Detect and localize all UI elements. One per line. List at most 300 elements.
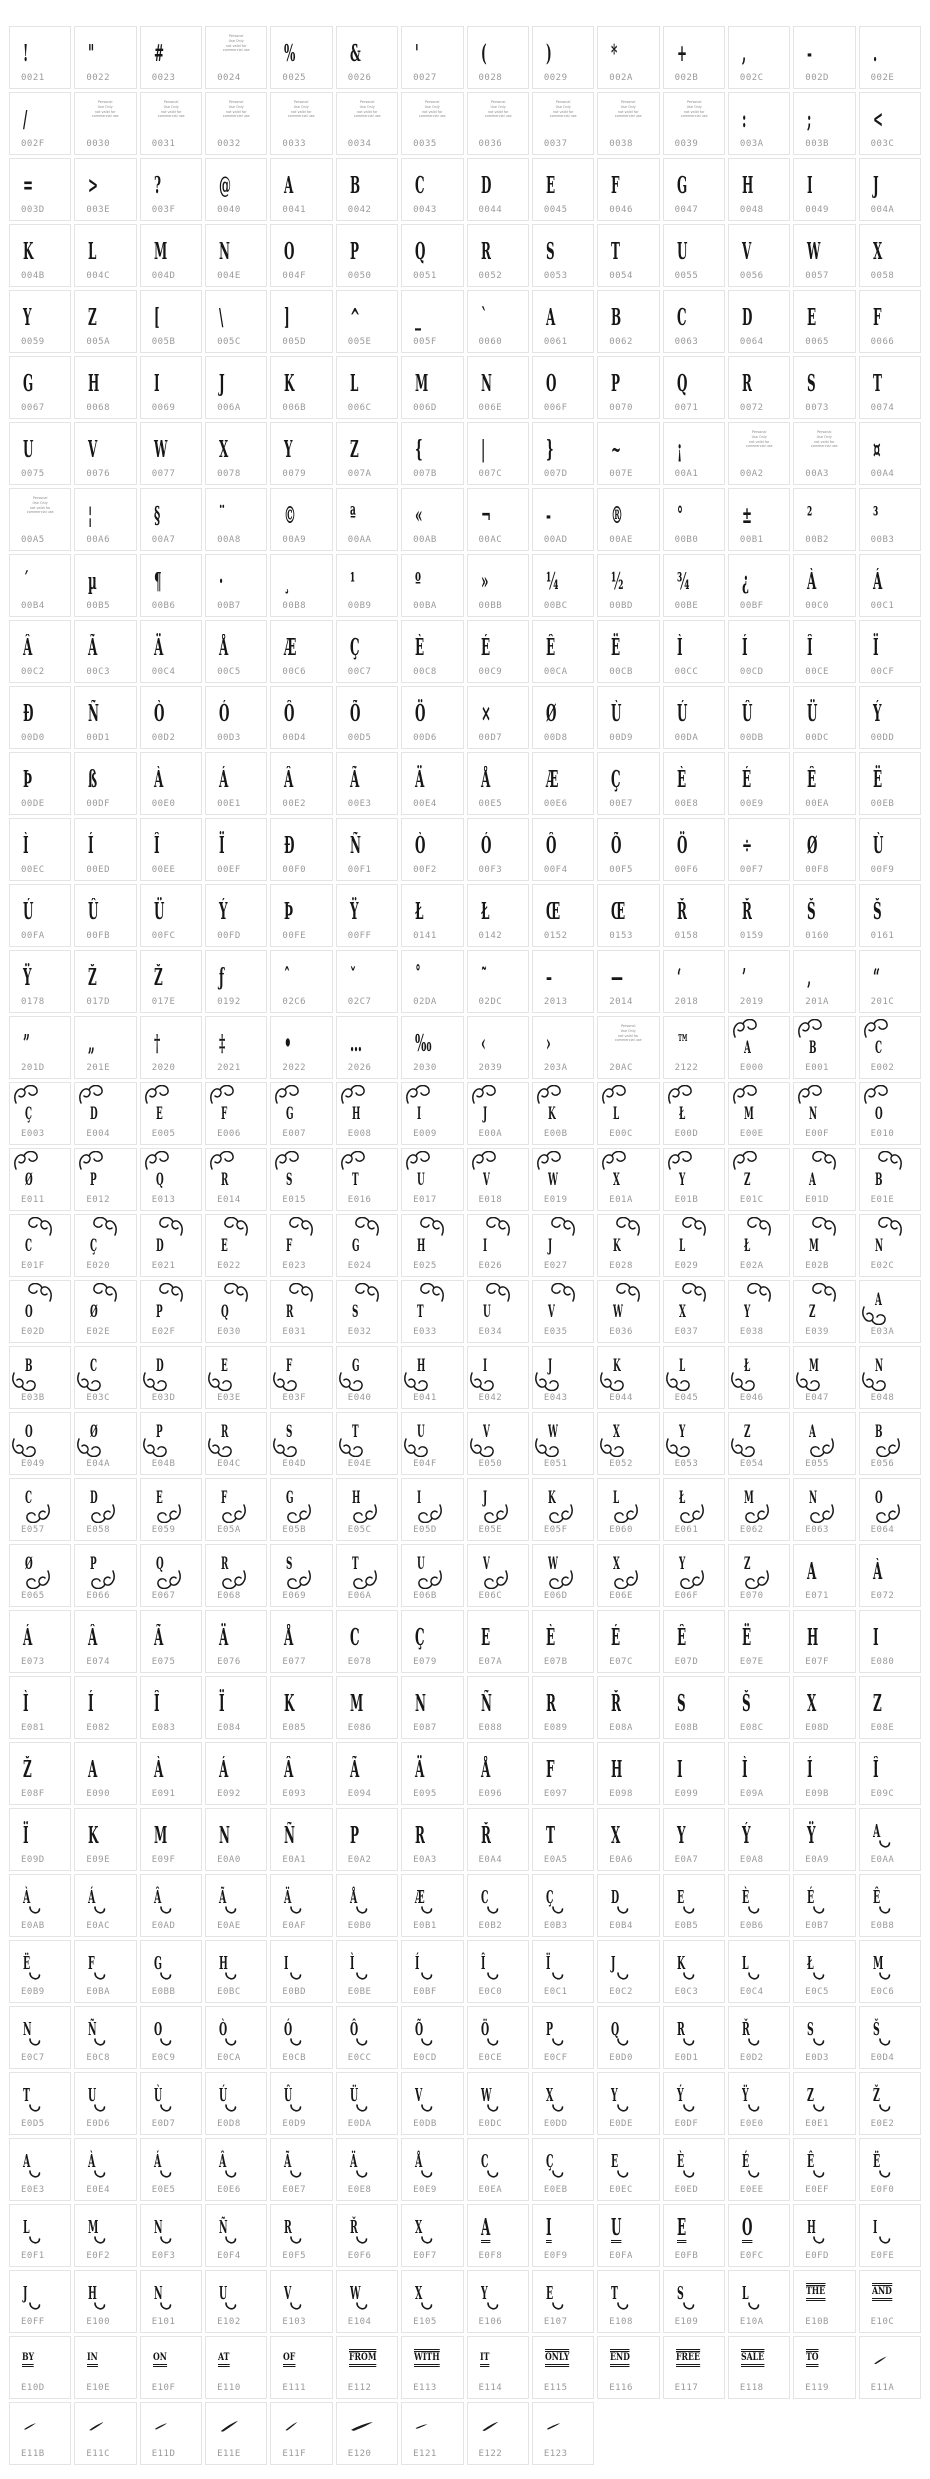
glyph <box>860 225 920 267</box>
glyph-cell <box>728 488 790 551</box>
codepoint-label: E073 <box>21 1657 45 1667</box>
glyph <box>75 1281 135 1323</box>
glyph <box>141 1281 201 1323</box>
glyph-char: Ł <box>743 1356 751 1376</box>
glyph-char: Õ <box>349 700 361 727</box>
glyph-char: Š <box>807 898 816 925</box>
glyph-char: N <box>219 1822 230 1849</box>
glyph-cell <box>401 620 463 683</box>
codepoint-label: E07B <box>543 1657 568 1667</box>
codepoint-label: E11E <box>217 2449 241 2459</box>
codepoint-label: E065 <box>21 1591 45 1601</box>
glyph-char: ÷ <box>741 832 752 859</box>
glyph <box>337 100 397 142</box>
codepoint-label: E028 <box>609 1261 633 1271</box>
codepoint-label: E00F <box>805 1129 829 1139</box>
curl-tail-icon <box>421 2104 433 2114</box>
glyph <box>75 1083 135 1125</box>
glyph-char: I <box>417 1104 422 1124</box>
glyph-cell <box>205 26 267 89</box>
glyph-cell <box>74 1874 136 1937</box>
glyph <box>794 1941 854 1983</box>
curl-tail-icon <box>552 1972 564 1982</box>
glyph-cell <box>74 356 136 419</box>
curl-tail-icon <box>748 2104 760 2114</box>
glyph-char: Z <box>743 1422 751 1442</box>
swash-flourish-icon <box>24 1503 50 1523</box>
glyph-cell <box>74 2336 136 2399</box>
glyph <box>468 1611 528 1653</box>
glyph-cell <box>663 1346 725 1409</box>
codepoint-label: E101 <box>151 2317 176 2327</box>
codepoint-label: E0A1 <box>282 1855 307 1865</box>
codepoint-label: 003D <box>21 205 45 215</box>
codepoint-label: E05D <box>413 1525 437 1535</box>
curl-tail-icon <box>879 1972 891 1982</box>
glyph-char: ! <box>23 40 29 67</box>
glyph-char: Y <box>678 1422 685 1442</box>
glyph <box>860 1545 920 1587</box>
codepoint-label: 00C4 <box>151 667 176 677</box>
glyph-cell <box>140 158 202 221</box>
glyph-cell <box>597 752 659 815</box>
codepoint-label: E0CA <box>217 2053 241 2063</box>
glyph <box>468 2271 528 2313</box>
glyph-cell <box>401 1214 463 1277</box>
glyph-char: Ô <box>545 832 557 859</box>
codepoint-label: E098 <box>609 1789 633 1799</box>
codepoint-label: 00DE <box>21 799 45 809</box>
glyph-char: Ÿ <box>23 964 32 991</box>
glyph <box>794 489 854 531</box>
glyph <box>598 687 658 729</box>
glyph-cell <box>205 1676 267 1739</box>
glyph-cell <box>270 1808 332 1871</box>
glyph-char: A <box>284 172 294 199</box>
glyph-cell <box>336 92 398 155</box>
glyph-cell <box>74 1016 136 1079</box>
curl-tail-icon <box>748 2170 760 2180</box>
curl-tail-icon <box>290 1972 302 1982</box>
glyph-cell <box>532 1082 594 1145</box>
glyph <box>206 1215 266 1257</box>
glyph-cell <box>467 224 529 287</box>
glyph-cell <box>793 1082 855 1145</box>
glyph <box>141 1215 201 1257</box>
glyph <box>598 1875 658 1917</box>
glyph-char: Ì <box>23 832 29 859</box>
codepoint-label: 00F9 <box>870 865 895 875</box>
glyph-char: I <box>872 2217 878 2238</box>
glyph-cell <box>663 1412 725 1475</box>
codepoint-label: E0D4 <box>870 2053 895 2063</box>
glyph-cell <box>74 1940 136 2003</box>
codepoint-label: E07F <box>805 1657 829 1667</box>
codepoint-label: 00B0 <box>674 535 699 545</box>
glyph <box>75 1545 135 1587</box>
codepoint-label: 0027 <box>413 73 437 83</box>
glyph-cell <box>205 1280 267 1343</box>
codepoint-label: E0DA <box>347 2119 372 2129</box>
glyph <box>664 423 724 465</box>
codepoint-label: 00AC <box>478 535 503 545</box>
swash-flourish-icon <box>210 1085 236 1105</box>
glyph-cell <box>859 158 921 221</box>
glyph-char: * <box>611 40 618 67</box>
glyph <box>598 1281 658 1323</box>
glyph-char: C <box>90 1356 98 1376</box>
glyph-cell <box>401 1808 463 1871</box>
glyph-char: E <box>611 2151 619 2172</box>
glyph <box>468 1545 528 1587</box>
glyph <box>75 2073 135 2115</box>
glyph-cell <box>336 2402 398 2465</box>
glyph-char: ´ <box>23 568 29 595</box>
glyph-cell <box>532 92 594 155</box>
glyph <box>337 687 397 729</box>
watermark-line: Use Only <box>620 1028 636 1033</box>
curl-tail-icon <box>160 2236 172 2246</box>
codepoint-label: 00EF <box>217 865 241 875</box>
codepoint-label: 00C3 <box>86 667 111 677</box>
glyph <box>75 1611 135 1653</box>
glyph-char: Y <box>611 2085 618 2106</box>
codepoint-label: 00D7 <box>478 733 503 743</box>
glyph <box>271 753 331 795</box>
glyph <box>860 2271 920 2313</box>
glyph-char: Ñ <box>88 2019 97 2040</box>
glyph-cell <box>270 2138 332 2201</box>
codepoint-label: 00B6 <box>151 601 176 611</box>
glyph-cell <box>663 1610 725 1673</box>
glyph <box>468 27 528 69</box>
glyph <box>402 1611 462 1653</box>
glyph-cell <box>728 752 790 815</box>
glyph <box>468 159 528 201</box>
glyph-char: R <box>221 1170 229 1190</box>
glyph <box>402 159 462 201</box>
glyph-cell <box>663 1280 725 1343</box>
codepoint-label: 2021 <box>217 1063 241 1073</box>
glyph <box>75 159 135 201</box>
codepoint-label: E01A <box>609 1195 633 1205</box>
codepoint-label: E0F8 <box>478 2251 503 2261</box>
glyph <box>860 1281 920 1323</box>
glyph <box>598 1215 658 1257</box>
glyph <box>598 2139 658 2181</box>
glyph-cell <box>859 1016 921 1079</box>
curl-tail-icon <box>225 2038 237 2048</box>
glyph <box>402 2007 462 2049</box>
glyph <box>794 687 854 729</box>
curl-tail-icon <box>421 1906 433 1916</box>
codepoint-label: E0AC <box>86 1921 111 1931</box>
watermark-line: Use Only <box>424 104 440 109</box>
glyph-char: V <box>88 436 98 463</box>
curl-tail-icon <box>683 1906 695 1916</box>
glyph-cell <box>9 422 71 485</box>
glyph <box>598 753 658 795</box>
glyph-char: M <box>88 2217 99 2238</box>
glyph-cell <box>793 158 855 221</box>
glyph-char: T <box>351 1422 359 1442</box>
glyph-char: ¾ <box>676 568 690 595</box>
curl-tail-icon <box>421 2038 433 2048</box>
glyph-char: É <box>807 1887 815 1908</box>
glyph-char: Í <box>88 1690 94 1717</box>
glyph-char: À <box>23 1887 31 1908</box>
glyph <box>729 2337 789 2379</box>
codepoint-label: E11A <box>870 2383 895 2393</box>
glyph-char: ƒ <box>219 964 225 991</box>
glyph <box>794 1677 854 1719</box>
curl-tail-icon <box>879 2236 891 2246</box>
glyph-char: E <box>807 304 817 331</box>
glyph-char: Ø <box>807 832 818 859</box>
glyph <box>402 2337 462 2379</box>
glyph-char: E <box>480 1624 490 1651</box>
glyph <box>141 1941 201 1983</box>
glyph-char: Ï <box>872 634 879 661</box>
codepoint-label: E04B <box>151 1459 176 1469</box>
watermark-line: Use Only <box>228 104 244 109</box>
glyph <box>10 1083 70 1125</box>
glyph-char: ? <box>153 172 161 199</box>
glyph-cell <box>467 1082 529 1145</box>
glyph-char: Ł <box>743 1236 751 1256</box>
swash-flourish-icon <box>668 1085 694 1105</box>
glyph <box>402 1809 462 1851</box>
glyph-cell <box>532 1346 594 1409</box>
glyph-char: K <box>284 370 295 397</box>
glyph-char: Ï <box>219 1690 225 1717</box>
glyph-char: ¦ <box>88 502 93 529</box>
glyph-cell <box>597 158 659 221</box>
swash-flourish-icon <box>285 1503 311 1523</box>
codepoint-label: 006D <box>413 403 437 413</box>
glyph-char: Y <box>23 304 32 331</box>
swash-flourish-icon <box>155 1569 181 1589</box>
glyph-char: H <box>807 2217 817 2238</box>
glyph <box>10 159 70 201</box>
curl-tail-icon <box>160 1906 172 1916</box>
watermark-line: commercial use <box>680 113 708 119</box>
codepoint-label: 0061 <box>543 337 568 347</box>
glyph <box>75 225 135 267</box>
glyph <box>729 753 789 795</box>
glyph-cell <box>859 818 921 881</box>
glyph <box>402 225 462 267</box>
swash-flourish-icon <box>157 1217 183 1237</box>
glyph-cell <box>401 554 463 617</box>
glyph-char: U <box>482 1302 491 1322</box>
codepoint-label: E10F <box>151 2383 176 2393</box>
glyph-cell <box>9 1280 71 1343</box>
swash-flourish-icon <box>89 1569 115 1589</box>
glyph-cell <box>597 884 659 947</box>
swash-flourish-icon <box>472 1151 498 1171</box>
swash-flourish-icon <box>484 1217 510 1237</box>
watermark-line: Use Only <box>555 104 571 109</box>
glyph-char: R <box>545 1690 556 1717</box>
codepoint-label: E0AD <box>151 1921 176 1931</box>
glyph-cell <box>74 290 136 353</box>
glyph <box>75 1809 135 1851</box>
glyph <box>337 819 397 861</box>
glyph <box>794 621 854 663</box>
glyph-cell <box>205 1148 267 1211</box>
swash-flourish-icon <box>418 1283 444 1303</box>
glyph-cell <box>9 1148 71 1211</box>
swash-flourish-icon <box>876 1217 902 1237</box>
glyph-cell <box>205 2402 267 2465</box>
codepoint-label: 2026 <box>347 1063 372 1073</box>
watermark-line: not valid for <box>225 109 247 114</box>
glyph-cell <box>859 1544 921 1607</box>
codepoint-label: E0A9 <box>805 1855 829 1865</box>
glyph-cell <box>74 158 136 221</box>
codepoint-label: E033 <box>413 1327 437 1337</box>
codepoint-label: E019 <box>543 1195 568 1205</box>
glyph <box>794 159 854 201</box>
glyph-cell <box>467 1676 529 1739</box>
codepoint-label: 0142 <box>478 931 503 941</box>
glyph-cell <box>74 1478 136 1541</box>
glyph-cell <box>270 224 332 287</box>
curl-tail-icon <box>487 1972 499 1982</box>
glyph <box>533 1347 593 1389</box>
swash-flourish-icon <box>678 1503 704 1523</box>
codepoint-label: E100 <box>86 2317 111 2327</box>
curl-tail-icon <box>813 2236 825 2246</box>
glyph <box>794 1479 854 1521</box>
swoosh-stroke-icon <box>283 2419 301 2434</box>
codepoint-label: E0AB <box>21 1921 45 1931</box>
watermark-line: commercial use <box>26 509 54 515</box>
glyph <box>860 291 920 333</box>
codepoint-label: 00CF <box>870 667 895 677</box>
codepoint-label: E0A2 <box>347 1855 372 1865</box>
glyph-cell <box>140 1940 202 2003</box>
swoosh-stroke-icon <box>545 2420 561 2433</box>
glyph <box>402 1149 462 1191</box>
glyph-char: @ <box>219 172 232 199</box>
glyph-char: — <box>611 964 624 991</box>
glyph-char: C <box>874 1038 882 1058</box>
glyph-cell <box>532 2006 594 2069</box>
curl-tail-icon <box>160 2104 172 2114</box>
codepoint-label: E017 <box>413 1195 437 1205</box>
glyph-cell <box>467 620 529 683</box>
glyph-cell <box>793 2072 855 2135</box>
glyph-cell <box>336 686 398 749</box>
glyph-char: Ï <box>545 1953 551 1974</box>
swash-flourish-icon <box>602 1085 628 1105</box>
glyph-cell <box>74 1544 136 1607</box>
glyph-cell <box>663 290 725 353</box>
glyph-cell <box>205 1016 267 1079</box>
codepoint-label: 00FB <box>86 931 111 941</box>
glyph-cell <box>793 1676 855 1739</box>
glyph <box>402 1875 462 1917</box>
glyph-char: Í <box>88 832 94 859</box>
glyph-char: Ô <box>349 2019 358 2040</box>
codepoint-label: 00A6 <box>86 535 111 545</box>
codepoint-label: E0F5 <box>282 2251 307 2261</box>
curl-tail-icon <box>617 2170 629 2180</box>
glyph <box>794 885 854 927</box>
codepoint-label: 00BC <box>543 601 568 611</box>
codepoint-label: E035 <box>543 1327 568 1337</box>
glyph-char: E <box>155 1104 163 1124</box>
codepoint-label: E110 <box>217 2383 241 2393</box>
curl-tail-icon <box>160 1972 172 1982</box>
codepoint-label: E07C <box>609 1657 633 1667</box>
glyph-cell <box>859 752 921 815</box>
glyph <box>206 1809 266 1851</box>
glyph-cell <box>401 92 463 155</box>
glyph-cell <box>9 2336 71 2399</box>
glyph <box>468 555 528 597</box>
curl-tail-icon <box>683 1972 695 1982</box>
curl-tail-icon <box>421 1972 433 1982</box>
glyph-cell <box>270 620 332 683</box>
glyph-cell <box>140 1544 202 1607</box>
glyph-char: A <box>809 1422 817 1442</box>
swoosh-stroke-icon <box>153 2420 169 2433</box>
glyph-char: É <box>480 634 490 661</box>
glyph-char: ( <box>480 40 487 67</box>
glyph-char: Ë <box>23 1953 31 1974</box>
glyph <box>598 1941 658 1983</box>
codepoint-label: 00EA <box>805 799 829 809</box>
glyph <box>402 1347 462 1389</box>
glyph-cell <box>9 290 71 353</box>
swash-flourish-icon <box>77 1437 103 1457</box>
swash-flourish-icon <box>537 1085 563 1105</box>
curl-tail-icon <box>552 2104 564 2114</box>
glyph-cell <box>401 1346 463 1409</box>
codepoint-label: E057 <box>21 1525 45 1535</box>
glyph-char: Î <box>807 634 813 661</box>
glyph <box>533 1083 593 1125</box>
glyph-char: B <box>25 1356 33 1376</box>
curl-tail-icon <box>617 1972 629 1982</box>
glyph-char: A <box>872 1821 880 1842</box>
glyph-cell <box>205 950 267 1013</box>
codepoint-label: 00B2 <box>805 535 829 545</box>
glyph <box>468 423 528 465</box>
glyph-char: À <box>153 766 163 793</box>
glyph-cell <box>205 1610 267 1673</box>
glyph-char: T <box>351 1170 359 1190</box>
glyph-char: X <box>611 1822 621 1849</box>
codepoint-label: 00BF <box>739 601 764 611</box>
swash-flourish-icon <box>876 1151 902 1171</box>
glyph <box>402 1281 462 1323</box>
glyph <box>533 1677 593 1719</box>
glyph-char: U <box>23 436 34 463</box>
glyph <box>206 2205 266 2247</box>
glyph-char: Û <box>741 700 753 727</box>
glyph <box>141 885 201 927</box>
glyph-char: K <box>676 1953 685 1974</box>
glyph-char: ™ <box>676 1030 689 1057</box>
glyph-char: V <box>482 1170 490 1190</box>
glyph <box>729 1479 789 1521</box>
codepoint-label: 0078 <box>217 469 241 479</box>
glyph-cell <box>467 950 529 1013</box>
